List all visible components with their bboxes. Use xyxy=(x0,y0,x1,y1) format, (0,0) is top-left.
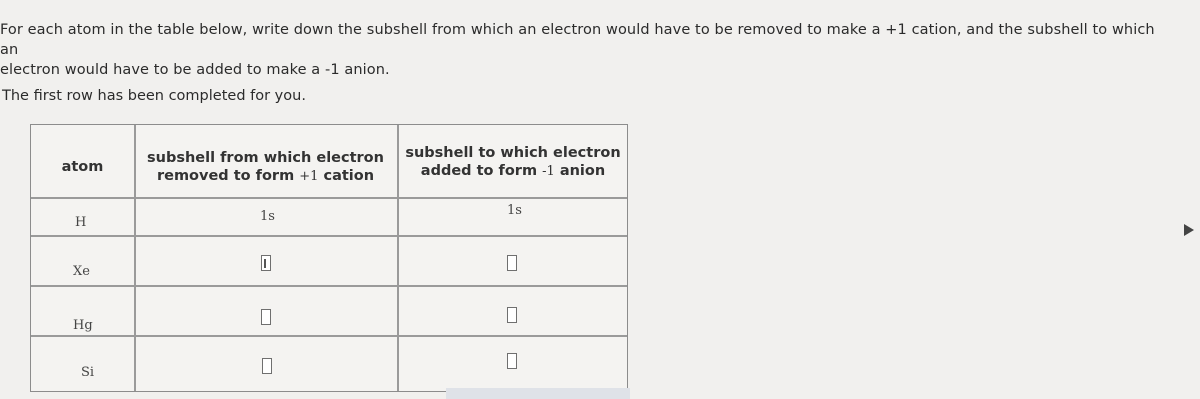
row-3-added-input[interactable] xyxy=(507,307,517,323)
row-divider xyxy=(31,235,627,237)
header-added xyxy=(397,144,629,181)
row-divider xyxy=(31,335,627,337)
row-3-atom: Hg xyxy=(73,318,93,333)
row-divider xyxy=(31,197,627,199)
next-arrow-icon[interactable] xyxy=(1184,224,1194,236)
bottom-toolbar-strip xyxy=(446,388,630,399)
row-2-added-input[interactable] xyxy=(507,255,517,271)
header-removed-charge: +1 xyxy=(299,169,319,184)
instructions-text xyxy=(0,20,1170,80)
row-4-removed-input[interactable] xyxy=(262,358,272,374)
instructions-line-1: For each atom in the table below, write down the subshell from which an electron would have to be removed to make a +1 cation, and the subshell to which an xyxy=(0,22,1155,58)
row-1-added: 1s xyxy=(507,203,522,218)
header-added-line-2 xyxy=(397,162,629,181)
header-added-text-a: added to form xyxy=(420,163,543,179)
row-divider xyxy=(31,285,627,287)
row-1-removed: 1s xyxy=(260,209,275,224)
header-removed-line-2 xyxy=(134,167,397,186)
row-4-atom: Si xyxy=(81,365,95,380)
header-atom: atom xyxy=(61,159,104,175)
completed-row-note: The first row has been completed for you. xyxy=(2,88,306,104)
instructions-line-2: electron would have to be added to make a -1 anion. xyxy=(0,62,390,78)
header-removed-text-a: removed to form xyxy=(156,168,300,184)
row-2-atom: Xe xyxy=(73,264,90,279)
row-2-removed-input[interactable] xyxy=(261,255,271,271)
header-added-line-1: subshell to which electron xyxy=(405,145,621,161)
row-3-removed-input[interactable] xyxy=(261,309,271,325)
header-added-charge: -1 xyxy=(542,164,555,179)
row-4-added-input[interactable] xyxy=(507,353,517,369)
header-removed-text-b: cation xyxy=(318,168,375,184)
row-1-atom: H xyxy=(75,215,87,230)
header-removed xyxy=(134,149,397,186)
header-added-text-b: anion xyxy=(554,163,606,179)
subshell-table xyxy=(30,124,628,392)
header-removed-line-1: subshell from which electron xyxy=(147,150,384,166)
